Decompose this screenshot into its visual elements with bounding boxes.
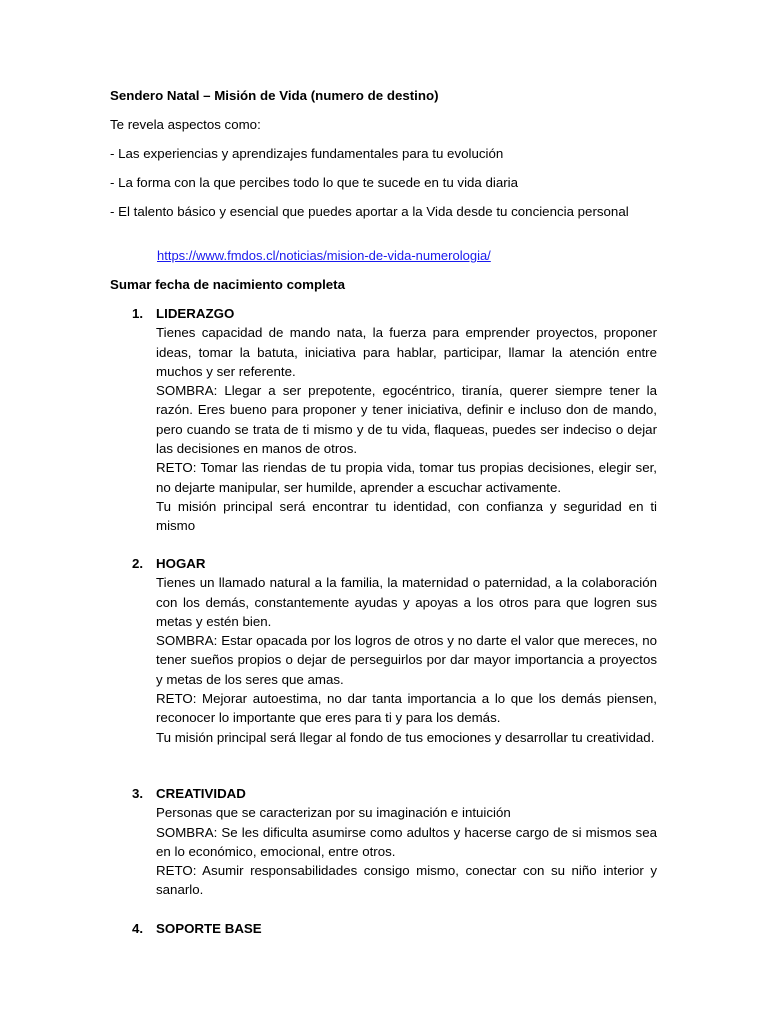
list-item-title: HOGAR (156, 556, 206, 571)
bullet-item: - Las experiencias y aprendizajes fundamentales para tu evolución (110, 146, 504, 161)
list-item-number: 1. (132, 306, 144, 321)
list-item-body (156, 323, 657, 535)
list-item-body (156, 803, 657, 899)
section-heading: Sumar fecha de nacimiento completa (110, 277, 345, 292)
list-item-paragraph: SOMBRA: Se les dificulta asumirse como adultos y hacerse cargo de si mismos sea en lo económico, emocional, entre otros. (156, 824, 657, 859)
bullet-item: - La forma con la que percibes todo lo que te sucede en tu vida diaria (110, 175, 519, 190)
list-item-paragraph: RETO: Mejorar autoestima, no dar tanta importancia a lo que los demás piensen, reconocer lo importante que eres para ti y para los demás. (156, 691, 657, 726)
list-item-paragraph: Tienes capacidad de mando nata, la fuerza para emprender proyectos, proponer ideas, tomar la batuta, iniciativa para hablar, participar, llamar la atención entre muchos y ser referente. (156, 325, 657, 379)
intro-text: Te revela aspectos como: (110, 117, 261, 132)
list-item-paragraph: Personas que se caracterizan por su imaginación e intuición (156, 805, 511, 821)
list-item-number: 2. (132, 556, 144, 571)
list-item-paragraph: RETO: Asumir responsabilidades consigo mismo, conectar con su niño interior y sanarlo. (156, 863, 657, 898)
list-item-paragraph: SOMBRA: Llegar a ser prepotente, egocéntrico, tiranía, querer siempre tener la razón. Eres bueno para proponer y tener iniciativa, definir e incluso don de mando, pero cuando se trata de ti mismo y de tu vida, flaqueas, puedes ser indeciso o dejar las decisiones en manos de otros. (156, 383, 657, 457)
bullet-item: - El talento básico y esencial que puedes aportar a la Vida desde tu conciencia personal (110, 204, 629, 219)
list-item-paragraph: SOMBRA: Estar opacada por los logros de otros y no darte el valor que mereces, no tener sueños propios o dejar de perseguirlos por dar mayor importancia a proyectos y metas de los seres que amas. (156, 633, 657, 687)
list-item-paragraph: Tienes un llamado natural a la familia, la maternidad o paternidad, a la colaboración con los demás, constantemente ayudas y apoyas a los otros para que logren sus metas y estén bien. (156, 575, 657, 629)
document-title: Sendero Natal – Misión de Vida (numero de destino) (110, 88, 439, 103)
list-item-paragraph: Tu misión principal será encontrar tu identidad, con confianza y seguridad en ti mismo (156, 498, 657, 534)
reference-link[interactable]: https://www.fmdos.cl/noticias/mision-de-vida-numerologia/ (157, 248, 491, 263)
list-item-paragraph: RETO: Tomar las riendas de tu propia vida, tomar tus propias decisiones, elegir ser, no dejarte manipular, ser humilde, aprender a escuchar activamente. (156, 460, 657, 495)
list-item-title: SOPORTE BASE (156, 921, 262, 936)
list-item-number: 3. (132, 786, 144, 801)
list-item-title: LIDERAZGO (156, 306, 235, 321)
list-item-paragraph: Tu misión principal será llegar al fondo de tus emociones y desarrollar tu creatividad. (156, 729, 655, 745)
list-item-number: 4. (132, 921, 144, 936)
list-item-body (156, 573, 657, 747)
list-item-title: CREATIVIDAD (156, 786, 246, 801)
